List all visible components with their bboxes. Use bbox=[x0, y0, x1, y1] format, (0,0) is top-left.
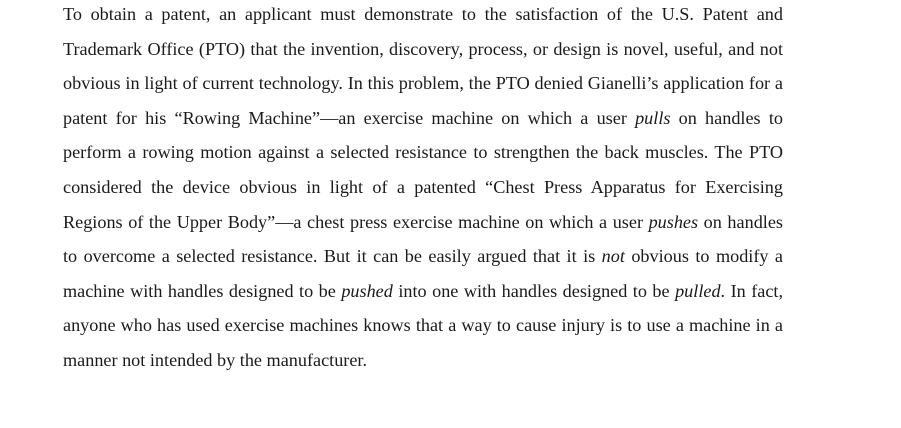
body-paragraph bbox=[63, 0, 783, 378]
emphasis-pushes: pushes bbox=[648, 211, 699, 232]
emphasis-pulls: pulls bbox=[635, 107, 671, 128]
document-page bbox=[63, 0, 783, 378]
text-run: obvious to modify a machine with handles designed to be bbox=[63, 246, 783, 301]
text-run: into one with handles designed to be bbox=[392, 280, 676, 301]
text-run: on handles to perform a rowing motion against a selected resistance to strengthen the back muscles. The PTO considered the device obvious in light of a patented “Chest Press Apparatus for Exercising Regions of the Upper Body”—a chest press exercise machine on which a user bbox=[63, 107, 783, 232]
emphasis-pushed: pushed bbox=[341, 280, 393, 301]
emphasis-pulled: pulled bbox=[675, 280, 721, 301]
text-run: To obtain a patent, an applicant must demonstrate to the satisfaction of the U.S. Patent and Trademark Office (PTO) that the invention, discovery, process, or design is novel, useful, and not obvious in light of current technology. In this problem, the PTO denied Gianelli’s application for a patent for his “Rowing Machine”—an exercise machine on which a user bbox=[63, 4, 783, 128]
text-run: on handles to overcome a selected resistance. But it can be easily argued that it is bbox=[63, 211, 783, 267]
emphasis-not: not bbox=[601, 246, 625, 267]
text-run: . In fact, anyone who has used exercise machines knows that a way to cause injury is to use a machine in a manner not intended by the manufacturer. bbox=[63, 280, 783, 370]
